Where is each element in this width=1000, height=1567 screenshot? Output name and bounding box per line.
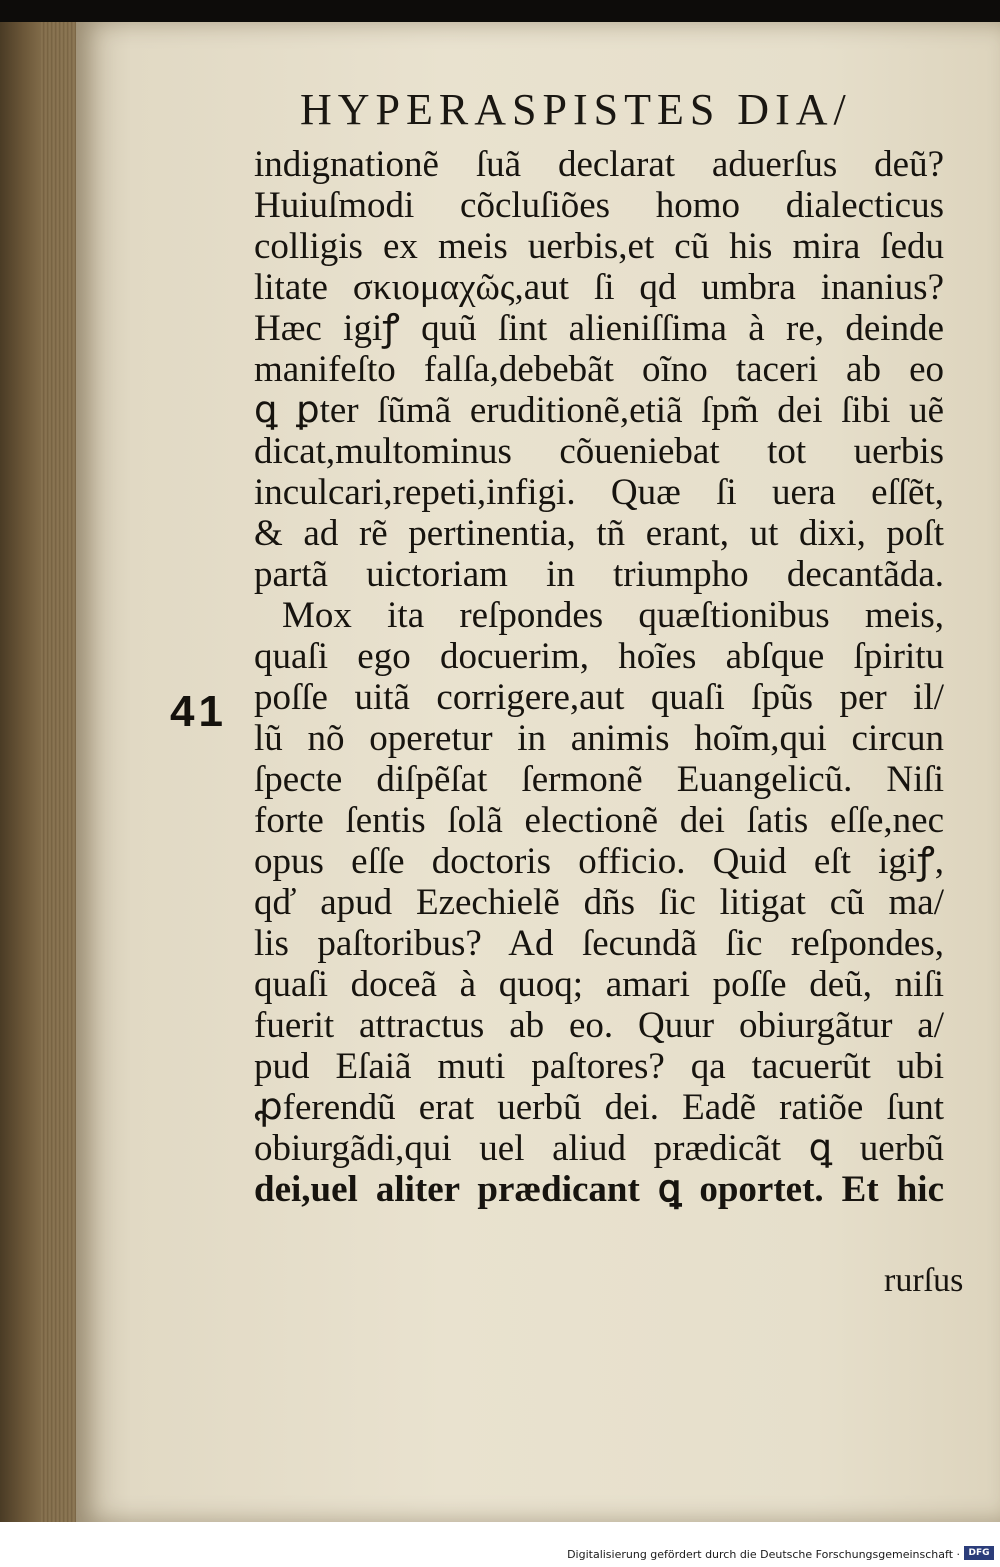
text-line: lis paſtoribus? Ad ſecundã ſic reſpondes, xyxy=(254,923,944,964)
text-line: colligis ex meis uerbis,et cũ his mira ſedu xyxy=(254,226,944,267)
text-line: obiurgãdi,qui uel aliud prædicãt ꝗ uerbũ xyxy=(254,1128,944,1169)
margin-number: 41 xyxy=(170,687,227,736)
book-page xyxy=(76,22,1000,1522)
text-line: fuerit attractus ab eo. Quur obiurgãtur a/ xyxy=(254,1005,944,1046)
text-line: inculcari,repeti,infigi. Quæ ſi uera eſſẽt, xyxy=(254,472,944,513)
text-line: opus eſſe doctoris officio. Quid eſt igiꝭ, xyxy=(254,841,944,882)
text-line: Hæc igiꝭ quũ ſint alieniſſima à re, deinde xyxy=(254,308,944,349)
text-line: pud Eſaiã muti paſtores? qa tacuerũt ubi xyxy=(254,1046,944,1087)
text-block xyxy=(254,144,944,1210)
text-line: partã uictoriam in triumpho decantãda. xyxy=(254,554,944,595)
text-line: lũ nõ operetur in animis hoĩm,qui circun xyxy=(254,718,944,759)
text-line: dicat,multominus cõueniebat tot uerbis xyxy=(254,431,944,472)
catchword: rurſus xyxy=(884,1262,964,1299)
text-line: manifeſto falſa,debebãt oĩno taceri ab eo xyxy=(254,349,944,390)
text-line: qď apud Ezechielẽ dñs ſic litigat cũ ma/ xyxy=(254,882,944,923)
text-line: poſſe uitã corrigere,aut quaſi ſpũs per il/ xyxy=(254,677,944,718)
text-line: quaſi doceã à quoq; amari poſſe deũ, niſi xyxy=(254,964,944,1005)
running-head: HYPERASPISTES DIA/ xyxy=(300,85,852,134)
page-edges xyxy=(40,22,78,1522)
text-line: Mox ita reſpondes quæſtionibus meis, xyxy=(282,595,944,636)
text-line: quaſi ego docuerim, hoĩes abſque ſpiritu xyxy=(254,636,944,677)
text-line: Huiuſmodi cõcluſiões homo dialecticus xyxy=(254,185,944,226)
text-line: ſpecte diſpẽſat ſermonẽ Euangelicũ. Niſi xyxy=(254,759,944,800)
dfg-logo-icon: DFG xyxy=(964,1546,994,1560)
text-line: indignationẽ ſuã declarat aduerſus deũ? xyxy=(254,144,944,185)
text-line: litate σκιομαχῶς,aut ſi qd umbra inanius? xyxy=(254,267,944,308)
text-line: ꝗ ꝑter ſũmã eruditionẽ,etiã ſpm̃ dei ſibi uẽ xyxy=(254,390,944,431)
text-line: dei,uel aliter prædicant ꝗ oportet. Et hic xyxy=(254,1169,944,1210)
text-line: forte ſentis ſolã electionẽ dei ſatis eſſe,nec xyxy=(254,800,944,841)
text-line: & ad rẽ pertinentia, tñ erant, ut dixi, poſt xyxy=(254,513,944,554)
footer-credit: Digitalisierung gefördert durch die Deutsche Forschungsgemeinschaft · xyxy=(567,1548,960,1561)
text-line: ꝓferendũ erat uerbũ dei. Eadẽ ratiõe ſunt xyxy=(254,1087,944,1128)
